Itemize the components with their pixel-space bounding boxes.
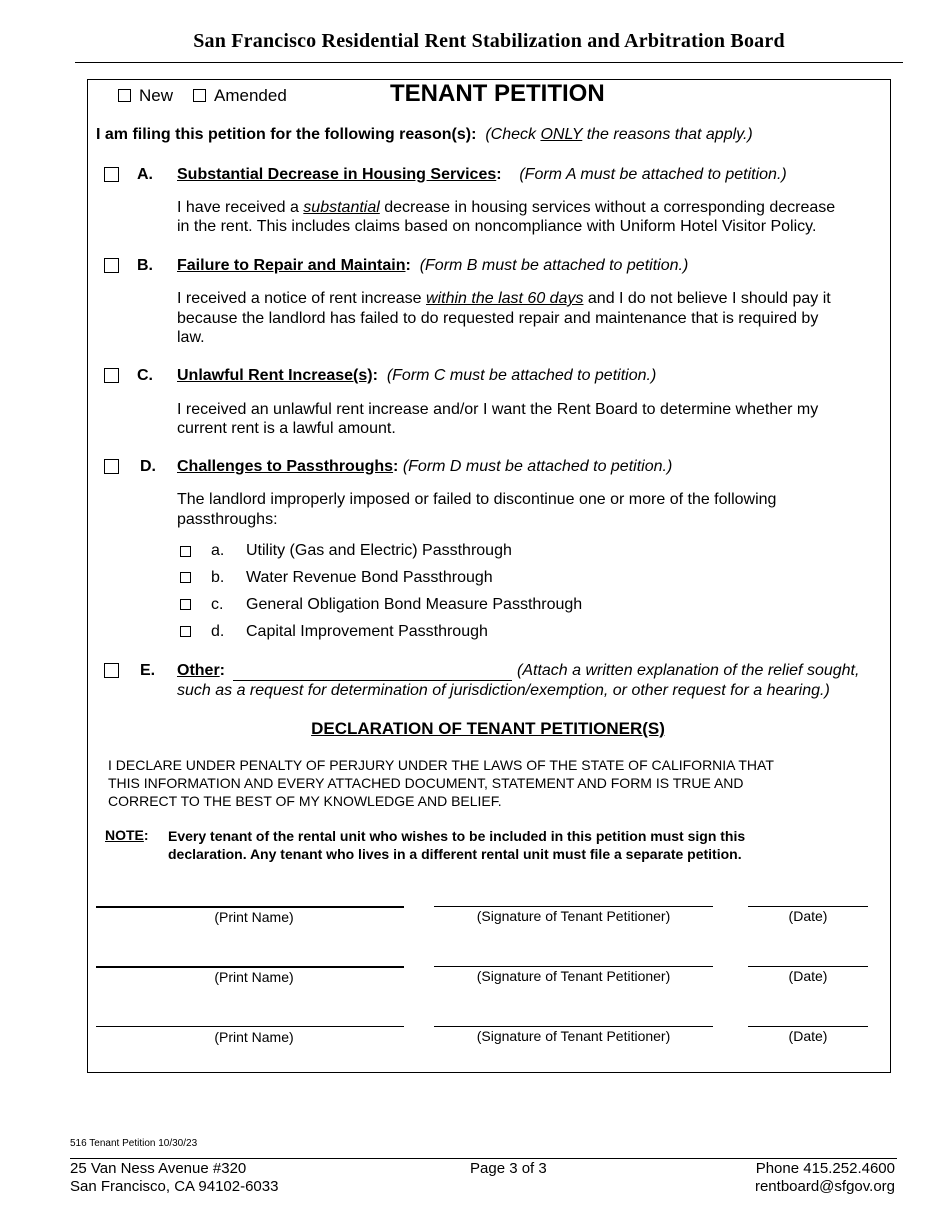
reason-b-body-pre: I received a notice of rent increase <box>177 290 427 307</box>
reason-e-heading: Other <box>177 662 220 679</box>
declaration-text <box>108 756 774 810</box>
reason-b-checkbox[interactable] <box>104 258 119 273</box>
reason-b-body-line2: because the landlord has failed to do requested repair and maintenance that is required by <box>177 309 819 327</box>
print-name-field-3[interactable] <box>96 1026 404 1027</box>
intro-instruction-post: the reasons that apply.) <box>582 126 753 143</box>
intro-instruction-pre: (Check <box>485 126 541 143</box>
passthrough-d-label: Capital Improvement Passthrough <box>246 623 488 640</box>
passthrough-b-checkbox[interactable] <box>180 572 191 583</box>
new-checkbox[interactable] <box>118 89 131 102</box>
signature-caption-3: (Signature of Tenant Petitioner) <box>476 1028 671 1044</box>
footer-address-line2: San Francisco, CA 94102-6033 <box>70 1178 279 1195</box>
reason-b-letter: B. <box>137 257 153 274</box>
reason-d-body <box>177 490 776 530</box>
reason-d-body-line1: The landlord improperly imposed or failed to discontinue one or more of the following <box>177 491 777 508</box>
intro-instruction-only: ONLY <box>540 126 583 143</box>
reason-c-letter: C. <box>137 367 153 384</box>
reason-b-body <box>177 289 831 348</box>
reason-b-note: (Form B must be attached to petition.) <box>419 257 689 274</box>
reason-a-heading-line: Substantial Decrease in Housing Services: (Form A must be attached to petition.) <box>177 166 787 183</box>
passthrough-a-checkbox[interactable] <box>180 546 191 557</box>
reason-a-letter: A. <box>137 166 153 183</box>
reason-e-heading-line: Other: <box>177 662 225 679</box>
amended-checkbox-label: Amended <box>214 86 287 105</box>
passthrough-d-letter: d. <box>211 623 225 640</box>
declaration-text-line2: THIS INFORMATION AND EVERY ATTACHED DOCUMENT, STATEMENT AND FORM IS TRUE AND <box>108 775 744 791</box>
reason-a-body <box>177 198 835 236</box>
reason-b-heading-line: Failure to Repair and Maintain: (Form B must be attached to petition.) <box>177 257 689 274</box>
reason-c-body-line1: I received an unlawful rent increase and/or I want the Rent Board to determine whether my <box>177 401 819 418</box>
passthrough-c-label: General Obligation Bond Measure Passthrough <box>246 596 583 613</box>
declaration-text-line1: I DECLARE UNDER PENALTY OF PERJURY UNDER THE LAWS OF THE STATE OF CALIFORNIA THAT <box>108 757 774 773</box>
passthrough-a-label: Utility (Gas and Electric) Passthrough <box>246 542 512 559</box>
reason-e-checkbox[interactable] <box>104 663 119 678</box>
reason-a-body-line1: decrease in housing services without a corresponding decrease <box>379 199 836 216</box>
date-field-1[interactable] <box>748 906 868 907</box>
reason-e-letter: E. <box>140 662 156 679</box>
reason-d-checkbox[interactable] <box>104 459 119 474</box>
header-divider <box>75 62 903 63</box>
note-label-line: NOTE: <box>105 827 149 843</box>
date-field-3[interactable] <box>748 1026 868 1027</box>
date-field-2[interactable] <box>748 966 868 967</box>
footer-address-line1: 25 Van Ness Avenue #320 <box>70 1160 247 1177</box>
reason-d-heading: Challenges to Passthroughs <box>177 458 394 475</box>
footer-contact <box>755 1160 895 1196</box>
reason-a-note: (Form A must be attached to petition.) <box>519 166 787 183</box>
passthrough-a-letter: a. <box>211 542 225 559</box>
signature-caption-1: (Signature of Tenant Petitioner) <box>476 908 671 924</box>
passthrough-c-letter: c. <box>211 596 224 613</box>
intro-text: I am filing this petition for the following reason(s): <box>96 126 477 143</box>
reason-a-body-pre: I have received a <box>177 199 304 216</box>
signature-field-1[interactable] <box>434 906 713 907</box>
reason-a-body-line2: in the rent. This includes claims based on noncompliance with Uniform Hotel Visitor Policy. <box>177 218 817 235</box>
reason-c-checkbox[interactable] <box>104 368 119 383</box>
form-id: 516 Tenant Petition 10/30/23 <box>70 1138 198 1149</box>
reason-c-body <box>177 400 818 438</box>
print-name-caption-1: (Print Name) <box>214 909 294 925</box>
reason-a-checkbox[interactable] <box>104 167 119 182</box>
form-title: TENANT PETITION <box>390 80 605 107</box>
reason-c-body-line2: current rent is a lawful amount. <box>177 420 396 437</box>
reason-c-heading: Unlawful Rent Increase(s) <box>177 367 373 384</box>
reason-e-note-line2: such as a request for determination of jurisdiction/exemption, or other request for a hearing.) <box>177 682 830 699</box>
print-name-field-2[interactable] <box>96 966 404 968</box>
reason-c-heading-line: Unlawful Rent Increase(s): (Form C must be attached to petition.) <box>177 367 657 384</box>
reason-d-body-line2: passthroughs: <box>177 511 278 528</box>
other-reason-input[interactable] <box>233 680 512 681</box>
reason-d-note: (Form D must be attached to petition.) <box>402 458 673 475</box>
signature-caption-2: (Signature of Tenant Petitioner) <box>476 968 671 984</box>
reason-c-note: (Form C must be attached to petition.) <box>386 367 657 384</box>
passthrough-b-letter: b. <box>211 569 225 586</box>
declaration-text-line3: CORRECT TO THE BEST OF MY KNOWLEDGE AND BELIEF. <box>108 793 502 809</box>
date-caption-2: (Date) <box>788 968 828 984</box>
print-name-caption-2: (Print Name) <box>214 969 294 985</box>
reason-b-body-line3: law. <box>177 329 205 346</box>
reason-b-body-line1: and I do not believe I should pay it <box>583 290 831 307</box>
declaration-heading: DECLARATION OF TENANT PETITIONER(S) <box>311 719 665 738</box>
footer-phone: Phone 415.252.4600 <box>755 1160 895 1177</box>
print-name-field-1[interactable] <box>96 906 404 908</box>
reason-b-heading: Failure to Repair and Maintain <box>177 257 406 274</box>
passthrough-b-label: Water Revenue Bond Passthrough <box>246 569 493 586</box>
reason-e-note-line1: (Attach a written explanation of the relief sought, <box>517 662 860 679</box>
amended-checkbox[interactable] <box>193 89 206 102</box>
reason-a-body-emphasis: substantial <box>303 199 380 216</box>
page-number: Page 3 of 3 <box>470 1160 547 1177</box>
print-name-caption-3: (Print Name) <box>214 1029 294 1045</box>
note-text-line1: Every tenant of the rental unit who wishes to be included in this petition must sign this <box>168 828 746 844</box>
signature-field-3[interactable] <box>434 1026 713 1027</box>
reason-d-heading-line: Challenges to Passthroughs: (Form D must be attached to petition.) <box>177 458 673 475</box>
footer-address <box>70 1160 278 1196</box>
footer-email[interactable]: rentboard@sfgov.org <box>754 1178 895 1195</box>
page-header-title: San Francisco Residential Rent Stabilization and Arbitration Board <box>193 30 785 52</box>
new-checkbox-label: New <box>139 86 174 105</box>
passthrough-d-checkbox[interactable] <box>180 626 191 637</box>
reason-b-body-emphasis: within the last 60 days <box>426 290 584 307</box>
signature-field-2[interactable] <box>434 966 713 967</box>
note-label: NOTE <box>105 827 144 843</box>
intro-line <box>96 126 753 144</box>
date-caption-1: (Date) <box>788 908 828 924</box>
date-caption-3: (Date) <box>788 1028 828 1044</box>
note-text <box>168 827 745 863</box>
note-text-line2: declaration. Any tenant who lives in a different rental unit must file a separate petition. <box>168 846 742 862</box>
reason-d-letter: D. <box>140 458 156 475</box>
passthrough-c-checkbox[interactable] <box>180 599 191 610</box>
reason-a-heading: Substantial Decrease in Housing Services <box>177 166 497 183</box>
footer-divider <box>70 1158 897 1159</box>
